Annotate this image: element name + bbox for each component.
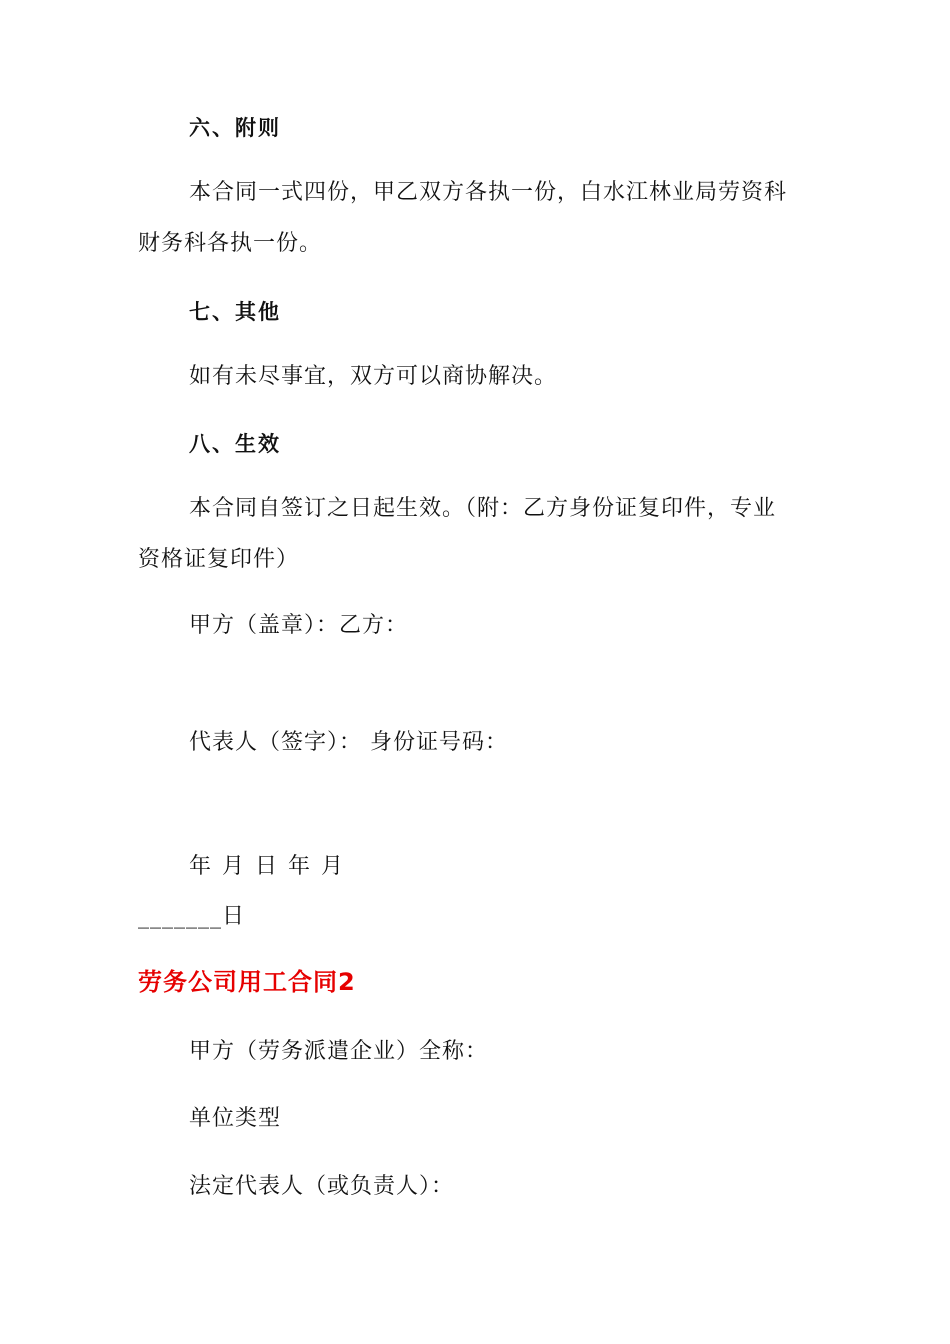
section-8-heading: 八、生效 — [189, 432, 281, 456]
section-6-body-line-2: 财务科各执一份。 — [138, 231, 323, 256]
section-6-body-line-1: 本合同一式四份，甲乙双方各执一份，白水江林业局劳资科 — [189, 180, 788, 205]
signature-party-line: 甲方（盖章）：乙方： — [189, 613, 409, 638]
section-7-body: 如有未尽事宜，双方可以商协解决。 — [189, 364, 558, 389]
section-7-heading: 七、其他 — [189, 300, 281, 324]
date-line-2: _______日 — [138, 904, 246, 929]
section-8-body-line-2: 资格证复印件） — [138, 547, 300, 572]
signature-representative-line: 代表人（签字）： 身份证号码： — [189, 730, 508, 755]
date-line-1: 年 月 日 年 月 — [189, 854, 345, 879]
party-a-full-name-label: 甲方（劳务派遣企业）全称： — [189, 1039, 489, 1064]
section-8-body-line-1: 本合同自签订之日起生效。（附：乙方身份证复印件，专业 — [189, 496, 777, 521]
unit-type-label: 单位类型 — [189, 1106, 282, 1131]
section-6-heading: 六、附则 — [189, 116, 281, 140]
contract-2-title: 劳务公司用工合同2 — [138, 968, 356, 996]
legal-representative-label: 法定代表人（或负责人）： — [189, 1174, 455, 1199]
